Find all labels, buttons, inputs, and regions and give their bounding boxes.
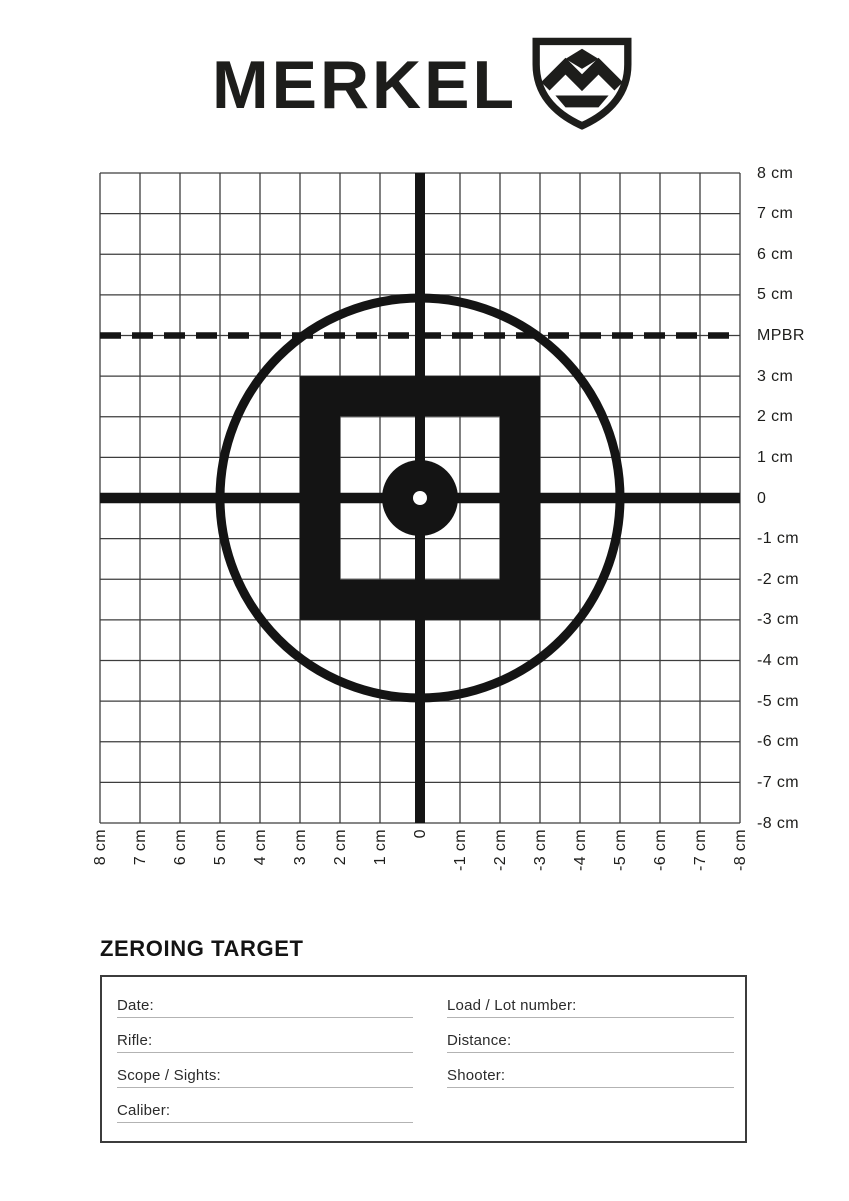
- y-axis-label: -8 cm: [757, 814, 799, 832]
- x-axis-label: -1 cm: [451, 829, 469, 871]
- form-field-shooter: [447, 1064, 734, 1088]
- form-field-date: [117, 994, 413, 1018]
- y-axis-label: 0: [757, 489, 767, 507]
- field-label: Caliber:: [117, 1102, 171, 1119]
- y-axis-label: -2 cm: [757, 570, 799, 588]
- x-axis-label: 8 cm: [91, 829, 109, 866]
- y-axis-label: -3 cm: [757, 611, 799, 629]
- x-axis-label: -8 cm: [731, 829, 749, 871]
- y-axis-label: -1 cm: [757, 530, 799, 548]
- y-axis-label: 6 cm: [757, 245, 794, 263]
- x-axis-label: -5 cm: [611, 829, 629, 871]
- x-axis-label: 6 cm: [171, 829, 189, 866]
- y-axis-label: 1 cm: [757, 448, 794, 466]
- y-axis-label: -7 cm: [757, 773, 799, 791]
- field-label: Rifle:: [117, 1032, 153, 1049]
- form-field-rifle: [117, 1029, 413, 1053]
- form-field-caliber: [117, 1099, 413, 1123]
- x-axis-label: -4 cm: [571, 829, 589, 871]
- x-axis-label: 7 cm: [131, 829, 149, 866]
- field-label: Date:: [117, 997, 154, 1014]
- x-axis-label: -2 cm: [491, 829, 509, 871]
- y-axis-label-mpbr: MPBR: [757, 327, 805, 344]
- form-field-distance: [447, 1029, 734, 1053]
- y-axis-label: 3 cm: [757, 367, 794, 385]
- y-axis-label: 7 cm: [757, 205, 794, 223]
- x-axis-label: -7 cm: [691, 829, 709, 871]
- x-axis-label: 0: [411, 829, 429, 839]
- y-axis-label: -5 cm: [757, 692, 799, 710]
- y-axis-label: 8 cm: [757, 164, 794, 182]
- x-axis-label: -3 cm: [531, 829, 549, 871]
- y-axis-label: -6 cm: [757, 733, 799, 751]
- record-form-box: [100, 975, 747, 1143]
- y-axis-label: 2 cm: [757, 408, 794, 426]
- form-field-scope-sights: [117, 1064, 413, 1088]
- form-field-load-lot-number: [447, 994, 734, 1018]
- brand-text: MERKEL: [211, 46, 518, 123]
- x-axis-label: 3 cm: [291, 829, 309, 866]
- x-axis-label: 4 cm: [251, 829, 269, 866]
- section-title: ZEROING TARGET: [100, 936, 304, 961]
- x-axis-label: 5 cm: [211, 829, 229, 866]
- field-label: Shooter:: [447, 1067, 506, 1084]
- field-label: Load / Lot number:: [447, 997, 577, 1014]
- field-label: Distance:: [447, 1032, 512, 1049]
- x-axis-label: -6 cm: [651, 829, 669, 871]
- field-label: Scope / Sights:: [117, 1067, 221, 1084]
- y-axis-label: -4 cm: [757, 652, 799, 669]
- y-axis-label: 5 cm: [757, 286, 794, 304]
- x-axis-label: 2 cm: [331, 829, 349, 866]
- x-axis-label: 1 cm: [371, 829, 389, 866]
